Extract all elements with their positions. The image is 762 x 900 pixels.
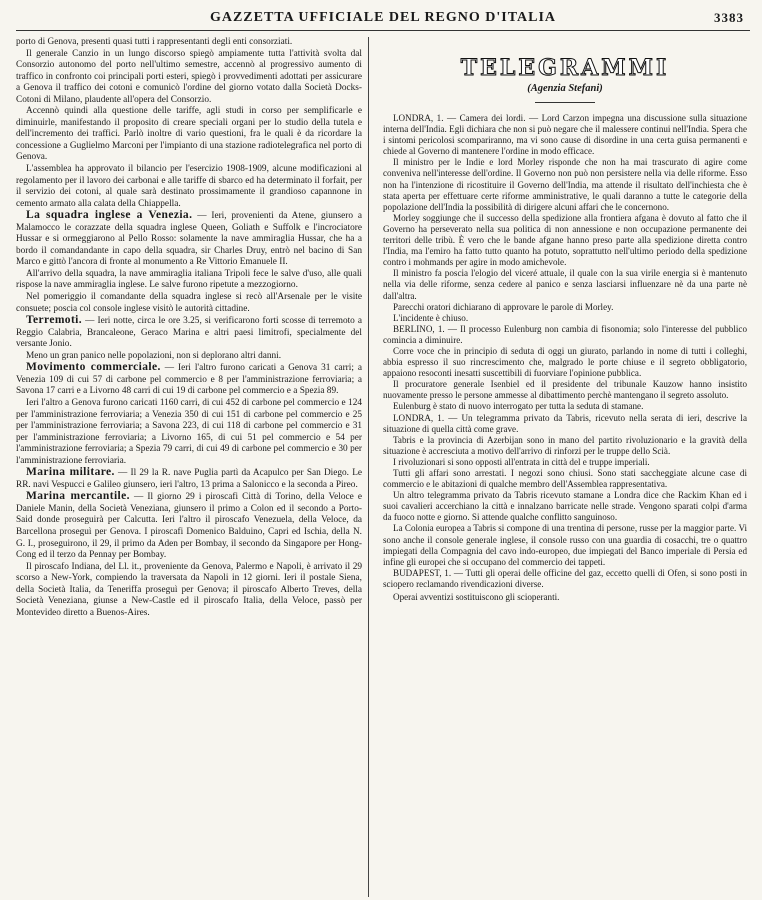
section-heading: La squadra inglese a Venezia. (26, 209, 193, 222)
paragraph: Tutti gli affari sono arrestati. I negozi sono chiusi. Sono stati saccheggiate alcune case di commercio e le abitazioni di qualche membro dell'Assemblea rappresentativa. (383, 468, 747, 490)
right-column (373, 37, 747, 897)
column-rule (368, 37, 369, 897)
paragraph: Operai avventizi sostituiscono gli scioperanti. (393, 592, 560, 603)
news-text: Il 29 la R. nave Puglia partì da Acapulco per San Diego. Le RR. navi Vespucci e Galileo giunsero, ieri l'altro, 13 prima a Salonicco e la seconda a Pireo. (16, 468, 363, 490)
paragraph: BUDAPEST, 1. — Tutti gli operai delle officine del gaz, eccetto quelli di Ofen, si sono posti in sciopero reclamando rivendicazioni diverse. (383, 567, 747, 589)
news-item: Terremoti. — Ieri notte, circa le ore 3.25, si verificarono forti scosse di terremoto a Reggio Calabria, Brancaleone, Geraco Marina e altri paesi limitrofi, specialmente del versante Jonio. (16, 314, 362, 350)
paragraph: Corre voce che in principio di seduta di oggi un giurato, parlando in nome di tutti i colleghi, abbia espresso il suo rincrescimento che, malgrado le porte chiuse e il segreto obbligatorio, appaiono resoconti inesatti suscettibili di fuorviare l'opinione pubblica. (383, 345, 747, 379)
left-column (16, 37, 368, 897)
section-heading: Marina mercantile. (26, 490, 130, 503)
paragraph: La Colonia europea a Tabris si compone di una trentina di persone, russe per la maggior parte. Vi sono anche il console generale inglese, il console russo con una guardia di cosacchi, tre o quattro impiegati della Compagnia del cavo indo-europeo, due impiegati del Banco imperiale di Persia ed infine gli europei che si occupano del commercio dei tappeti. (383, 523, 747, 567)
paragraph: Tabris e la provincia di Azerbijan sono in mano del partito rivoluzionario e la gravità della situazione è accresciuta a motivo dell'arrivo di rinforzi per le truppe dello Scià. (383, 434, 747, 456)
paragraph: LONDRA, 1. — Camera dei lordi. — Lord Carzon impegna una discussione sulla situazione interna dell'India. Egli dichiara che non si può negare che il malessere continui nell'India. Spera che i sintomi pericolosi scompariranno, ma vi sono cause di disordine in una certa guisa permanenti e chiede al Governo di mantenere l'ordine in modo efficace. (383, 113, 747, 157)
news-text: Ieri, provenienti da Atene, giunsero a Malamocco le corazzate della squadra inglese Queen, Goliath e Suffolk e l'incrociatore Hussar e si ormeggiarono al Pello Rosso: solamente la nave ammiraglia Hussar, che ha a bordo il comandandante in capo della squadra, sir Charles Druy, entrò nel bacino di San Marco e gittò l'ancora di fronte al monumento a Re Vittorio Emanuele II. (16, 211, 363, 268)
news-text: Ieri l'altro furono caricati a Genova 31 carri; a Venezia 109 di cui 57 di carbone pel commercio e 8 per l'amministrazione ferroviaria; a Savona 17 carri e a Livorno 48 carri di cui 19 di carbone pel commercio e a Spezia 89. (16, 363, 363, 397)
news-text: Ieri notte, circa le ore 3.25, si verificarono forti scosse di terremoto a Reggio Calabria, Brancaleone, Geraco Marina e altri paesi limitrofi, specialmente del versante Jonio. (16, 316, 362, 350)
columns (16, 37, 750, 897)
news-item: Movimento commerciale. — Ieri l'altro furono caricati a Genova 31 carri; a Venezia 109 di cui 57 di carbone pel commercio e 8 per l'amministrazione ferroviaria; a Savona 17 carri e a Livorno 48 carri di cui 19 di carbone pel commercio e a Spezia 89. (16, 361, 363, 397)
paragraph: Meno un gran panico nelle popolazioni, non si deplorano altri danni. (26, 350, 282, 361)
news-item: La squadra inglese a Venezia. — Ieri, provenienti da Atene, giunsero a Malamocco le corazzate della squadra inglese Queen, Goliath e Suffolk e l'incrociatore Hussar e si ormeggiarono al Pello Rosso: solamente la nave ammiraglia Hussar, che ha a bordo il comandandante in capo della squadra, sir Charles Druy, entrò nel bacino di San Marco e gittò l'ancora di fronte al monumento a Re Vittorio Emanuele II. (16, 209, 363, 268)
paragraph: L'assemblea ha approvato il bilancio per l'esercizio 1908-1909, alcune modificazioni al regolamento per il lavoro dei carbonai e alle tariffe di sbarco ed ha determinato il forfait, per il servizio dei cotoni, al quale sarà destinato prossimamente il grandioso capannone in cemento armato alla calata della Chiappella. (16, 164, 362, 209)
paragraph: BERLINO, 1. — Il processo Eulenburg non cambia di fisonomia; solo l'interesse del pubblico comincia a diminuire. (383, 323, 747, 345)
paragraph: Accennò quindi alla questione delle tariffe, agli studi in corso per semplificarle e diminuirle, manifestando il proposito di creare speciali organi per lo studio della tutela e dell'incremento dei traffici. Parlò inoltre di vario questioni, fra le quali è da ricordare la concessione a Guglielmo Marconi per l'impianto di una stazione radiotelegrafica nel porto di Genova. (16, 106, 362, 163)
paragraph: LONDRA, 1. — Un telegramma privato da Tabris, ricevuto nella serata di ieri, descrive la situazione di quella città come grave. (383, 412, 747, 434)
section-heading: Movimento commerciale. (26, 361, 161, 374)
paragraph: porto di Genova, presenti quasi tutti i rappresentanti degli enti consorziati. (16, 37, 293, 47)
paragraph: Il procuratore generale Isenbiel ed il presidente del tribunale Kauzow hanno insistito nuovamente presso le persone ammesse al dibattimento perchè mantengano il segreto assoluto. (383, 379, 747, 401)
paragraph: Nel pomeriggio il comandante della squadra inglese si recò all'Arsenale per le visite consuete; poscia col console inglese visitò le autorità cittadine. (16, 292, 362, 314)
news-text: Il giorno 29 i piroscafi Città di Torino, della Veloce e Daniele Manin, della Società Veneziana, giunsero il primo a Colon ed il secondo a Porto-Said donde proseguirà per Calcutta. Ieri l'altro il piroscafo Venezuela, della Veloce, da Barcellona proseguì per Genova. I piroscafi Domenico Balduino, Capri ed Ischia, della N. G. I., proseguirono, il 29, il primo da Aden per Bombay, il secondo da Singapore per Hong-Cong ed il terzo da Pennay per Bombay. (16, 492, 362, 561)
divider (535, 102, 595, 103)
paragraph: Eulenburg è stato di nuovo interrogato per tutta la seduta di stamane. (393, 401, 644, 412)
paragraph: L'incidente è chiuso. (393, 312, 469, 323)
paragraph: Il ministro per le Indie e lord Morley risponde che non ha mai trascurato di agire come conveniva nell'interesse dell'ordine. Il Governo non può non persistere nella via delle riforme. Esso non ha l'intenzione di ricostituire il Governo dell'India, ma attende il risultato dell'inchiesta che è stata aperta per effettuare certe riforme amministrative, le quali daranno a tutte le categorie della popolazione dell'India la possibilità di dirigere alcuni affari che le concernono. (383, 157, 747, 212)
paragraph: Un altro telegramma privato da Tabris ricevuto stamane a Londra dice che Rackim Khan ed i suoi cavalieri accerchiano la città e innalzano barricate nelle strade. Vengono sparati colpi d'arma da fuoco notte e giorno. Si attende qualche conflitto sanguinoso. (383, 490, 747, 523)
telegrams-title: TELEGRAMMI (460, 55, 670, 81)
news-item: Marina mercantile. — Il giorno 29 i piroscafi Città di Torino, della Veloce e Daniele Manin, della Società Veneziana, giunsero il primo a Colon ed il secondo a Porto-Said donde proseguirà per Calcutta. Ieri l'altro il piroscafo Venezuela, della Veloce, da Barcellona proseguì per Genova. I piroscafi Domenico Balduino, Capri ed Ischia, della N. G. I., proseguirono, il 29, il primo da Aden per Bombay, il secondo da Singapore per Hong-Cong ed il terzo da Pennay per Bombay. (16, 490, 362, 561)
paragraph: Il ministro fa poscia l'elogio del viceré attuale, il quale con la sua virile energia si è mantenuto nella via delle riforme, senza cedere al panico e senza lasciarsi influenzare nè da una parte nè dall'altra. (383, 268, 747, 301)
paragraph: Parecchi oratori dichiarano di approvare le parole di Morley. (393, 301, 614, 312)
paragraph: Ieri l'altro a Genova furono caricati 1160 carri, di cui 452 di carbone pel commercio e 124 per l'amministrazione ferroviaria; a Venezia 350 di cui 151 di carbone pel commercio e 25 per l'amministrazione ferroviaria; a Savona 223, di cui 118 di carbone pel commercio e 31 per l'amministrazione ferroviaria; a Livorno 165, di cui 51 pel commercio e 54 per l'amministrazione ferroviaria; a Spezia 79 carri, di cui 49 di carbone pel commercio e 30 per l'amministrazione ferroviaria. (16, 397, 362, 466)
telegrams-subtitle: (Agenzia Stefani) (527, 83, 603, 94)
section-heading: Terremoti. (26, 314, 83, 327)
paragraph: Il piroscafo Indiana, del Ll. it., proveniente da Genova, Palermo e Napoli, è arrivato il 29 scorso a New-York, compiendo la traversata da Napoli in 12 giorni. Ieri il postale Siena, della Società Italia, da Teneriffa proseguì per Genova; il piroscafo Alberto Treves, della Società Veneziana, giunse a New-Castle ed il piroscafo Italia, della Veloce, passò per Montevideo diretto a Buenos-Aires. (16, 561, 362, 618)
paragraph: Il generale Canzio in un lungo discorso spiegò ampiamente tutta l'attività svolta dal Consorzio autonomo del porto nell'ultimo semestre, accennò al progressivo aumento di traffico in confronto coi principali porti esteri, spiegò i provvedimenti adottati per assicurare a Genova il traffico dei cotoni e comunicò l'ordine del giorno votato dalla Società Docks-Cotoni di Milano, plaudente all'opera del Consorzio. (16, 48, 362, 105)
section-heading: Marina militare. (26, 466, 115, 479)
paragraph: I rivoluzionari si sono opposti all'entrata in città del e truppe imperiali. (393, 456, 650, 467)
masthead: GAZZETTA UFFICIALE DEL REGNO D'ITALIA (209, 10, 557, 25)
page-number: 3383 (714, 10, 744, 25)
paragraph: All'arrivo della squadra, la nave ammiraglia italiana Tripoli fece le salve d'uso, alle quali rispose la nave ammiraglia inglese. Le salve furono ripetute a mezzogiorno. (16, 268, 362, 291)
news-item: Marina militare. — Il 29 la R. nave Puglia partì da Acapulco per San Diego. Le RR. navi Vespucci e Galileo giunsero, ieri l'altro, 13 prima a Salonicco e la seconda a Pireo. (16, 466, 363, 490)
page-header (16, 8, 750, 31)
paragraph: Morley soggiunge che il successo della spedizione alla frontiera afgana è dovuto al fatto che il Governo ha perseverato nella sua politica di non annessione e non occupazione permanente dei territori delle tribù. È vero che le bande afgane hanno preso parte alla spedizione diretta contro l'India, ma l'emiro ha fatto tutto quanto ha potuto, soprattutto nell'ultimo periodo della spedizione contro i mohmands per agire in modo amichevole. (383, 212, 747, 268)
